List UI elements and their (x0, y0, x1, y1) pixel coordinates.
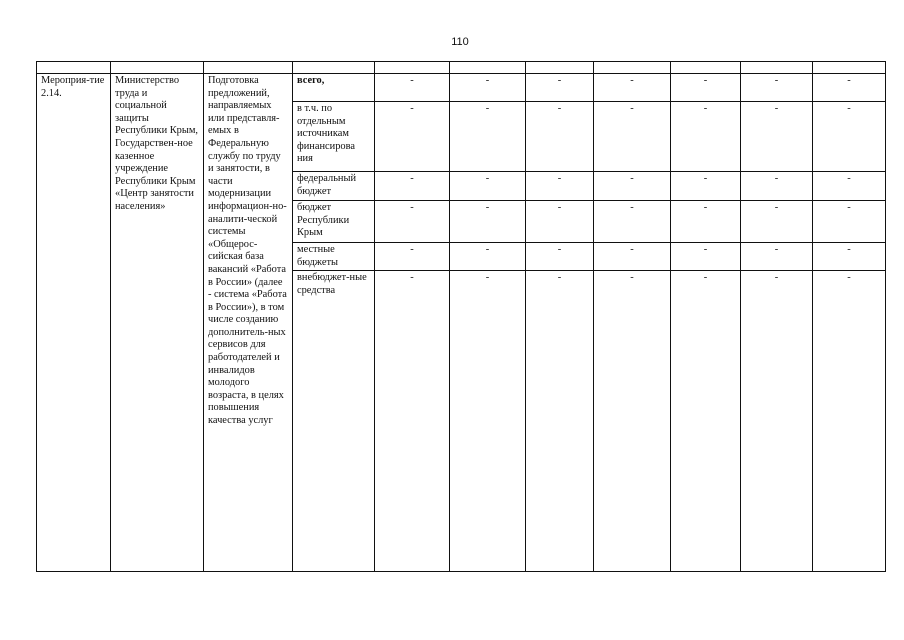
value-cell: - (375, 243, 450, 271)
value-cell: - (741, 172, 813, 201)
value-cell: - (813, 74, 886, 102)
page-number: 110 (451, 36, 469, 48)
funding-source: федеральный бюджет (293, 172, 375, 201)
value-cell: - (526, 102, 594, 172)
value-cell: - (671, 74, 741, 102)
funding-source: местные бюджеты (293, 243, 375, 271)
value-cell: - (813, 172, 886, 201)
event-code: Мероприя-тие 2.14. (37, 74, 111, 572)
header-cell (741, 62, 813, 74)
value-cell: - (741, 243, 813, 271)
header-row (37, 62, 886, 74)
value-cell: - (813, 201, 886, 243)
event-description: Подготовка предложений, направляемых или представля-емых в Федеральную службу по труду и занятости, в части модернизации информацион-но-аналити-ческой системы «Общерос-сийская база вакансий «Работа в России» (далее - система «Работа в России»), в том числе созданию дополнитель-ных сервисов для работодателей и инвалидов молодого возраста, в целях повышения качества услуг (204, 74, 293, 572)
header-cell (111, 62, 204, 74)
value-cell: - (450, 172, 526, 201)
header-cell (204, 62, 293, 74)
funding-table (36, 61, 886, 572)
header-cell (671, 62, 741, 74)
value-cell: - (375, 201, 450, 243)
header-cell (450, 62, 526, 74)
value-cell: - (741, 201, 813, 243)
funding-source: в т.ч. по отдельным источникам финансирова ния (293, 102, 375, 172)
value-cell: - (375, 172, 450, 201)
value-cell: - (450, 243, 526, 271)
value-cell: - (375, 74, 450, 102)
value-cell: - (526, 172, 594, 201)
funding-source: внебюджет-ные средства (293, 271, 375, 572)
header-cell (813, 62, 886, 74)
value-cell: - (526, 271, 594, 572)
value-cell: - (450, 201, 526, 243)
value-cell: - (741, 74, 813, 102)
value-cell: - (594, 271, 671, 572)
value-cell: - (741, 102, 813, 172)
value-cell: - (671, 102, 741, 172)
value-cell: - (813, 102, 886, 172)
funding-source: бюджет Республики Крым (293, 201, 375, 243)
value-cell: - (594, 102, 671, 172)
value-cell: - (594, 201, 671, 243)
value-cell: - (450, 271, 526, 572)
funding-source: всего, (293, 74, 375, 102)
value-cell: - (671, 201, 741, 243)
value-cell: - (594, 74, 671, 102)
value-cell: - (526, 74, 594, 102)
header-cell (375, 62, 450, 74)
value-cell: - (375, 271, 450, 572)
value-cell: - (526, 243, 594, 271)
value-cell: - (813, 243, 886, 271)
value-cell: - (671, 172, 741, 201)
value-cell: - (594, 243, 671, 271)
header-cell (594, 62, 671, 74)
value-cell: - (594, 172, 671, 201)
value-cell: - (671, 243, 741, 271)
value-cell: - (375, 102, 450, 172)
executor: Министерство труда и социальной защиты Республики Крым, Государствен-ное казенное учреждение Республики Крым «Центр занятости населения» (111, 74, 204, 572)
value-cell: - (741, 271, 813, 572)
header-cell (37, 62, 111, 74)
value-cell: - (450, 102, 526, 172)
header-cell (293, 62, 375, 74)
value-cell: - (526, 201, 594, 243)
value-cell: - (450, 74, 526, 102)
value-cell: - (671, 271, 741, 572)
header-cell (526, 62, 594, 74)
value-cell: - (813, 271, 886, 572)
table-row (37, 74, 886, 102)
